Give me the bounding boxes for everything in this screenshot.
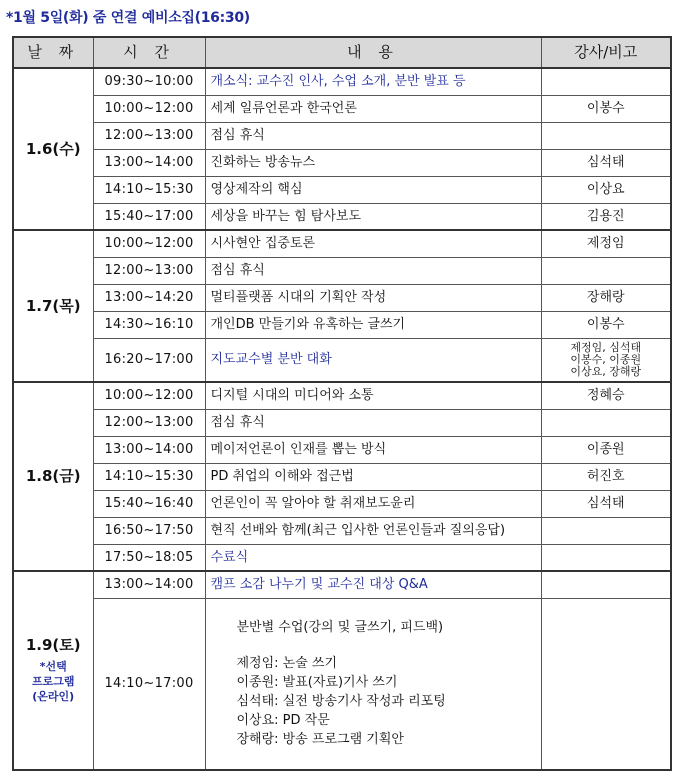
content-cell: PD 취업의 이해와 접근법	[205, 463, 541, 490]
header-content: 내 용	[205, 37, 541, 68]
time-cell: 10:00~12:00	[93, 230, 205, 257]
table-row	[13, 544, 671, 571]
table-row	[13, 382, 671, 409]
lecturer-cell: 이봉수	[541, 95, 671, 122]
content-cell: 점심 휴식	[205, 409, 541, 436]
lecturer-cell: 김용진	[541, 203, 671, 230]
content-cell: 세계 일류언론과 한국언론	[205, 95, 541, 122]
time-cell: 13:00~14:00	[93, 149, 205, 176]
notice-text: *1월 5일(화) 줌 연결 예비소집(16:30)	[6, 10, 250, 26]
class-detail-item: 심석태: 실전 방송기사 작성과 리포팅	[236, 694, 446, 710]
time-cell: 12:00~13:00	[93, 409, 205, 436]
content-cell: 수료식	[205, 544, 541, 571]
table-row	[13, 95, 671, 122]
content-cell: 메이저언론이 인재를 뽑는 방식	[205, 436, 541, 463]
table-row	[13, 463, 671, 490]
header-lecturer: 강사/비고	[541, 37, 671, 68]
class-detail-item: 제정임: 논술 쓰기	[236, 656, 338, 672]
class-detail-item: 이상요: PD 작문	[236, 713, 330, 729]
lecturer-cell	[541, 598, 671, 770]
content-cell: 디지털 시대의 미디어와 소통	[205, 382, 541, 409]
date-label: 1.8(금)	[25, 467, 81, 485]
table-row	[13, 122, 671, 149]
time-cell: 13:00~14:00	[93, 571, 205, 598]
lecturer-cell	[541, 409, 671, 436]
content-cell: 개인DB 만들기와 유혹하는 글쓰기	[205, 311, 541, 338]
date-label: 1.7(목)	[25, 296, 81, 315]
schedule-table	[12, 36, 672, 771]
optional-program-note: *선택 프로그램 (온라인)	[31, 659, 75, 703]
time-cell: 13:00~14:20	[93, 284, 205, 311]
class-detail-item: 이종원: 발표(자료)기사 쓰기	[236, 675, 398, 691]
table-row	[13, 598, 671, 770]
content-cell: 점심 휴식	[205, 122, 541, 149]
header-date: 날 짜	[13, 37, 93, 68]
time-cell: 14:10~17:00	[93, 598, 205, 770]
content-cell: 멀티플랫폼 시대의 기획안 작성	[205, 284, 541, 311]
time-cell: 16:20~17:00	[93, 338, 205, 382]
table-row	[13, 284, 671, 311]
table-row	[13, 409, 671, 436]
table-row	[13, 68, 671, 95]
content-cell: 캠프 소감 나누기 및 교수진 대상 Q&A	[205, 571, 541, 598]
table-row	[13, 149, 671, 176]
date-label: 1.9(토)	[25, 635, 81, 654]
lecturer-cell: 심석태	[541, 149, 671, 176]
date-cell	[13, 230, 93, 382]
lecturer-cell: 허진호	[541, 463, 671, 490]
table-row	[13, 571, 671, 598]
content-cell: 언론인이 꼭 알아야 할 취재보도윤리	[205, 490, 541, 517]
time-cell: 10:00~12:00	[93, 382, 205, 409]
time-cell: 14:30~16:10	[93, 311, 205, 338]
lecturer-cell	[541, 122, 671, 149]
time-cell: 09:30~10:00	[93, 68, 205, 95]
time-cell: 13:00~14:00	[93, 436, 205, 463]
table-row	[13, 257, 671, 284]
lecturer-cell	[541, 544, 671, 571]
time-cell: 16:50~17:50	[93, 517, 205, 544]
class-detail-title: 분반별 수업(강의 및 글쓰기, 피드백)	[236, 620, 444, 636]
table-row	[13, 338, 671, 382]
lecturer-cell: 이종원	[541, 436, 671, 463]
table-row	[13, 203, 671, 230]
lecturer-cell	[541, 517, 671, 544]
lecturer-cell: 이봉수	[541, 311, 671, 338]
class-detail	[211, 618, 541, 749]
header-time: 시 간	[93, 37, 205, 68]
date-cell	[13, 571, 93, 770]
table-row	[13, 517, 671, 544]
date-cell	[13, 68, 93, 230]
content-cell: 개소식: 교수진 인사, 수업 소개, 분반 발표 등	[205, 68, 541, 95]
lecturer-cell: 제정임	[541, 230, 671, 257]
time-cell: 17:50~18:05	[93, 544, 205, 571]
content-cell: 점심 휴식	[205, 257, 541, 284]
content-cell: 영상제작의 핵심	[205, 176, 541, 203]
time-cell: 12:00~13:00	[93, 122, 205, 149]
lecturer-cell: 제정임, 심석태 이봉수, 이종원 이상요, 장해랑	[541, 338, 671, 382]
content-cell: 진화하는 방송뉴스	[205, 149, 541, 176]
table-row	[13, 230, 671, 257]
schedule-body	[13, 68, 671, 770]
table-row	[13, 490, 671, 517]
lecturer-cell	[541, 571, 671, 598]
lecturer-cell: 정혜승	[541, 382, 671, 409]
time-cell: 12:00~13:00	[93, 257, 205, 284]
time-cell: 14:10~15:30	[93, 176, 205, 203]
content-cell: 세상을 바꾸는 힘 탐사보도	[205, 203, 541, 230]
class-detail-item: 장해랑: 방송 프로그램 기획안	[236, 732, 404, 748]
time-cell: 15:40~16:40	[93, 490, 205, 517]
lecturer-cell: 심석태	[541, 490, 671, 517]
lecturer-cell: 장해랑	[541, 284, 671, 311]
lecturer-cell: 이상요	[541, 176, 671, 203]
content-cell: 지도교수별 분반 대화	[205, 338, 541, 382]
content-cell: 현직 선배와 함께(최근 입사한 언론인들과 질의응답)	[205, 517, 541, 544]
table-row	[13, 311, 671, 338]
date-cell	[13, 382, 93, 571]
time-cell: 10:00~12:00	[93, 95, 205, 122]
content-cell: 시사현안 집중토론	[205, 230, 541, 257]
lecturer-cell	[541, 257, 671, 284]
lecturer-cell	[541, 68, 671, 95]
table-row	[13, 176, 671, 203]
content-cell	[205, 598, 541, 770]
time-cell: 14:10~15:30	[93, 463, 205, 490]
time-cell: 15:40~17:00	[93, 203, 205, 230]
table-row	[13, 436, 671, 463]
date-label: 1.6(수)	[25, 139, 81, 158]
